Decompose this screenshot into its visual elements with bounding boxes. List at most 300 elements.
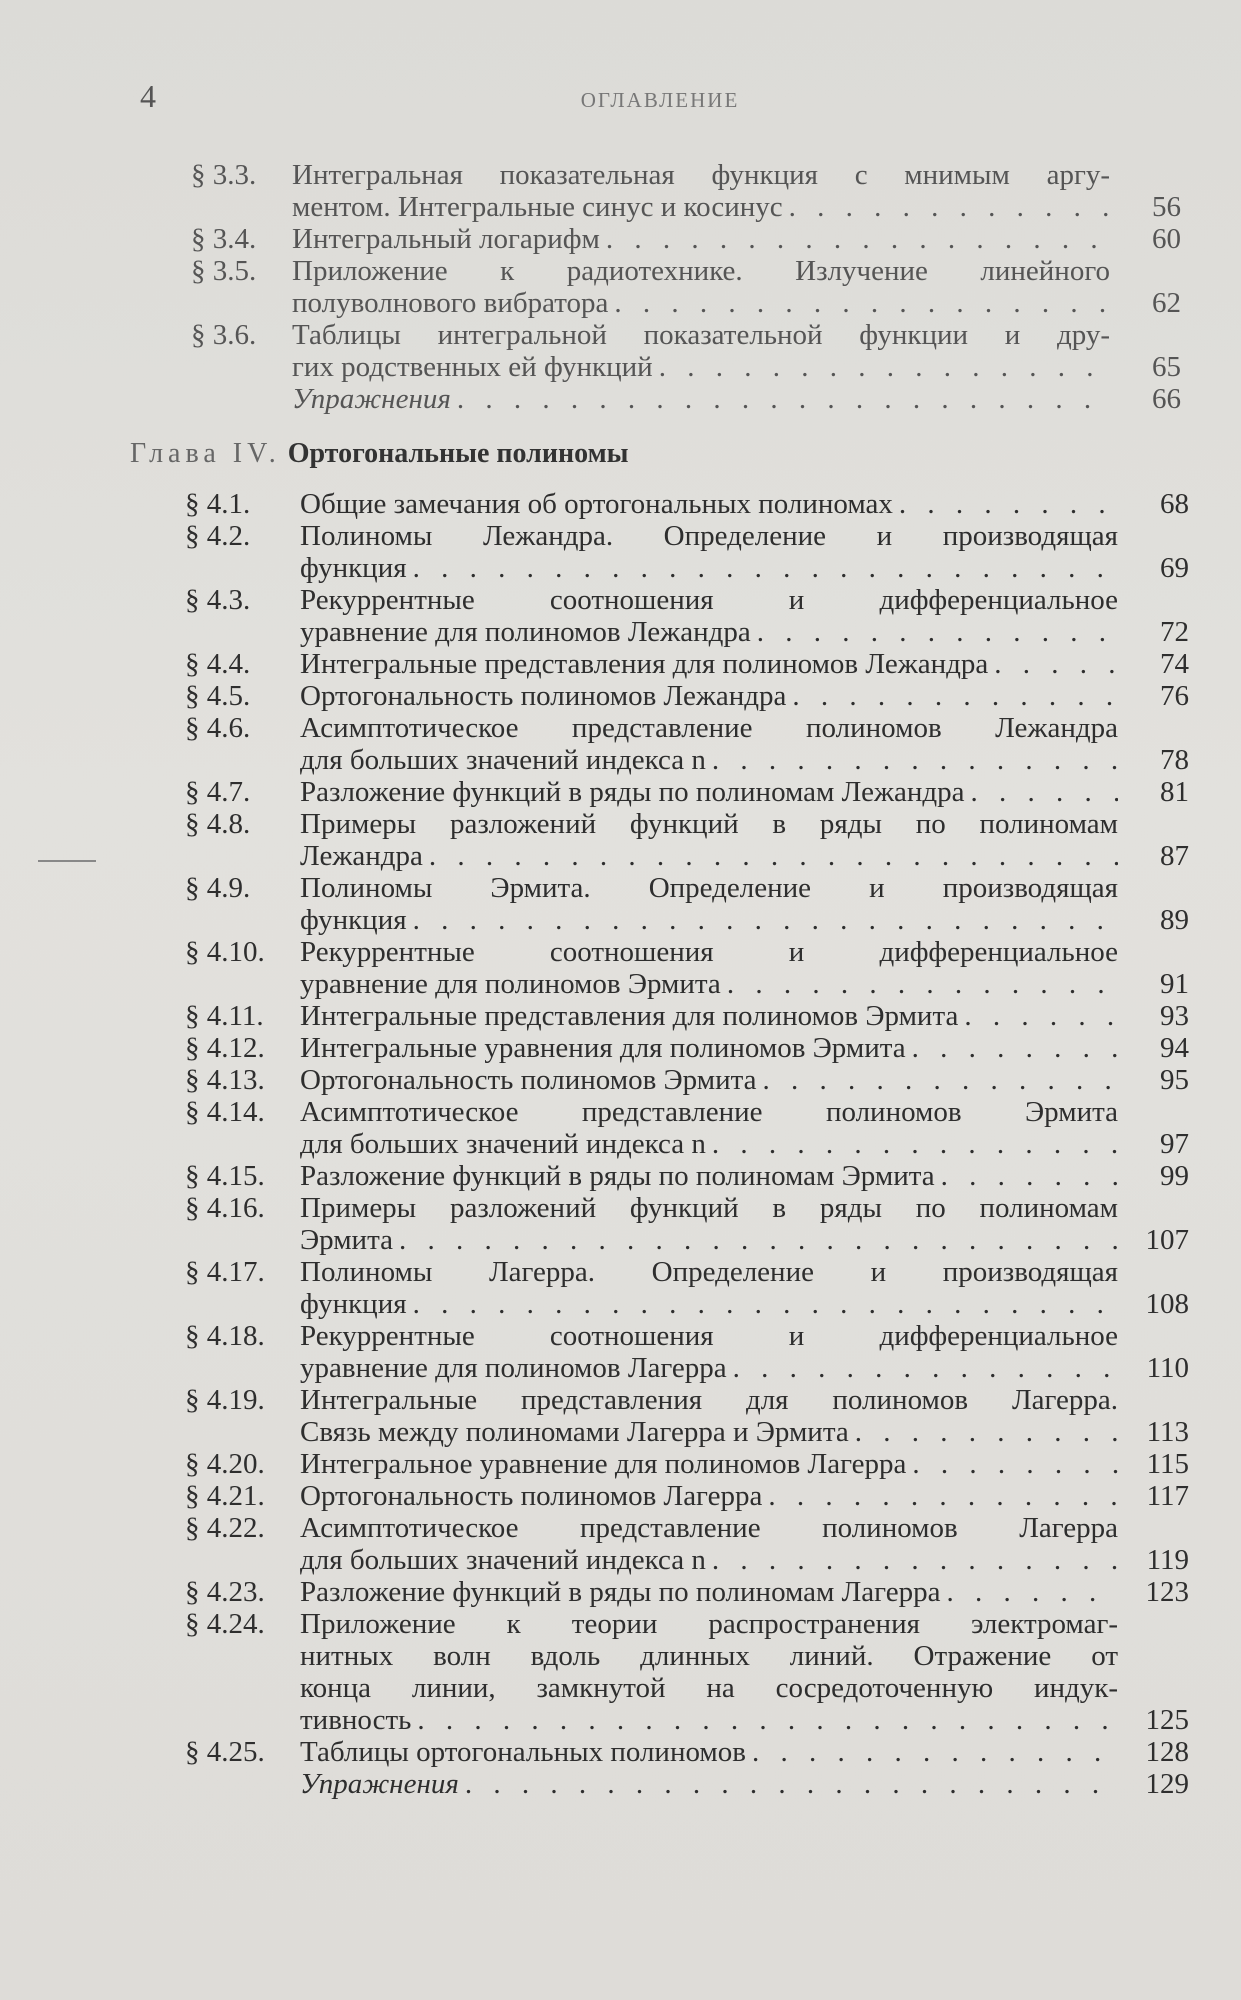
section-title-line bbox=[300, 1448, 1118, 1480]
section-number: § 4.10. bbox=[185, 936, 265, 968]
page-reference bbox=[1118, 872, 1189, 904]
section-title: Рекуррентные соотношения и дифференциальное bbox=[300, 936, 1118, 968]
toc-entry bbox=[0, 520, 1241, 584]
section-title-line bbox=[300, 1512, 1118, 1544]
section-number: § 4.9. bbox=[185, 872, 251, 904]
dot-leader bbox=[393, 1224, 1118, 1256]
section-number: § 4.13. bbox=[185, 1064, 265, 1096]
section-title-line bbox=[300, 904, 1118, 936]
dot-leader bbox=[783, 191, 1110, 223]
toc-entry bbox=[0, 1192, 1241, 1256]
toc-entry bbox=[0, 1032, 1241, 1064]
page-reference: 74 bbox=[1160, 648, 1189, 680]
section-number: § 4.15. bbox=[185, 1160, 265, 1192]
section-number bbox=[0, 383, 292, 415]
toc-entry bbox=[0, 1160, 1241, 1192]
section-number: § 4.23. bbox=[185, 1576, 265, 1608]
section-title-line bbox=[300, 744, 1118, 776]
dot-leader bbox=[451, 383, 1110, 415]
toc-line bbox=[0, 872, 1241, 904]
section-number: § 4.14. bbox=[185, 1096, 265, 1128]
section-title-line bbox=[300, 1384, 1118, 1416]
section-title: полуволнового вибратора bbox=[292, 287, 609, 319]
toc-line bbox=[0, 808, 1241, 840]
chapter-4-heading bbox=[130, 438, 629, 470]
toc-line bbox=[0, 1192, 1241, 1224]
section-title-line bbox=[300, 488, 1118, 520]
toc-entry bbox=[0, 1736, 1241, 1768]
toc-entry bbox=[0, 936, 1241, 1000]
section-number bbox=[0, 1768, 300, 1800]
section-title-line bbox=[300, 1160, 1118, 1192]
dot-leader bbox=[757, 1064, 1119, 1096]
section-title: функция bbox=[300, 552, 407, 584]
section-title: для больших значений индекса n bbox=[300, 1128, 706, 1160]
toc-line bbox=[0, 351, 1241, 383]
section-number bbox=[0, 552, 300, 584]
dot-leader bbox=[407, 552, 1118, 584]
toc-line bbox=[0, 1256, 1241, 1288]
section-title: конца линии, замкнутой на сосредоточенную индук- bbox=[300, 1672, 1118, 1704]
section-number: § 4.18. bbox=[185, 1320, 265, 1352]
section-title-line bbox=[300, 712, 1118, 744]
section-number bbox=[0, 1288, 300, 1320]
toc-line bbox=[0, 712, 1241, 744]
toc-line bbox=[0, 1544, 1241, 1576]
toc-entry bbox=[0, 1256, 1241, 1320]
section-title-line bbox=[292, 191, 1110, 223]
toc-entry bbox=[0, 1512, 1241, 1576]
toc-line bbox=[0, 1448, 1241, 1480]
section-title: Ортогональность полиномов Эрмита bbox=[300, 1064, 757, 1096]
dot-leader bbox=[706, 1128, 1118, 1160]
dot-leader bbox=[849, 1416, 1118, 1448]
toc-line bbox=[0, 1384, 1241, 1416]
exercises-label: Упражнения bbox=[300, 1768, 459, 1800]
page-reference: 110 bbox=[1146, 1352, 1189, 1384]
section-title-line bbox=[300, 1704, 1118, 1736]
page-reference: 69 bbox=[1160, 552, 1189, 584]
page-reference bbox=[1118, 1640, 1189, 1672]
section-number: § 4.2. bbox=[185, 520, 251, 552]
section-number bbox=[0, 191, 292, 223]
section-title: уравнение для полиномов Лагерра bbox=[300, 1352, 727, 1384]
dot-leader bbox=[653, 351, 1110, 383]
section-number bbox=[0, 1128, 300, 1160]
section-number bbox=[0, 351, 292, 383]
section-title: Примеры разложений функций в ряды по полиномам bbox=[300, 808, 1118, 840]
section-number: § 4.8. bbox=[185, 808, 251, 840]
section-title-line bbox=[292, 383, 1110, 415]
section-title: Интегральные представления для полиномов Лежандра bbox=[300, 648, 989, 680]
toc-entry bbox=[0, 223, 1241, 255]
section-title: Общие замечания об ортогональных полиномах bbox=[300, 488, 893, 520]
page-reference: 76 bbox=[1160, 680, 1189, 712]
page-reference: 81 bbox=[1160, 776, 1189, 808]
toc-line bbox=[0, 680, 1241, 712]
section-number bbox=[0, 287, 292, 319]
dot-leader bbox=[746, 1736, 1118, 1768]
section-title-line bbox=[300, 776, 1118, 808]
dot-leader bbox=[721, 968, 1118, 1000]
section-number: § 4.11. bbox=[185, 1000, 264, 1032]
section-title: Асимптотическое представление полиномов Эрмита bbox=[300, 1096, 1118, 1128]
section-number: § 4.21. bbox=[185, 1480, 265, 1512]
page-reference bbox=[1110, 159, 1181, 191]
section-title-line bbox=[300, 1064, 1118, 1096]
section-number: § 4.25. bbox=[185, 1736, 265, 1768]
section-title: гих родственных ей функций bbox=[292, 351, 653, 383]
toc-line bbox=[0, 1736, 1241, 1768]
toc-entry bbox=[0, 383, 1241, 415]
section-number bbox=[0, 1704, 300, 1736]
toc-line bbox=[0, 1224, 1241, 1256]
section-title: для больших значений индекса n bbox=[300, 744, 706, 776]
page-reference bbox=[1118, 1256, 1189, 1288]
toc-line bbox=[0, 287, 1241, 319]
dot-leader bbox=[407, 1288, 1118, 1320]
section-title: Разложение функций в ряды по полиномам Лежандра bbox=[300, 776, 965, 808]
toc-entry bbox=[0, 808, 1241, 872]
page-reference: 97 bbox=[1160, 1128, 1189, 1160]
page-reference bbox=[1118, 1512, 1189, 1544]
section-number: § 4.19. bbox=[185, 1384, 265, 1416]
section-title: для больших значений индекса n bbox=[300, 1544, 706, 1576]
section-title-line bbox=[300, 1000, 1118, 1032]
section-number: § 4.12. bbox=[185, 1032, 265, 1064]
section-title: Лежандра bbox=[300, 840, 423, 872]
section-title: Полиномы Лагерра. Определение и производящая bbox=[300, 1256, 1118, 1288]
section-title-line bbox=[300, 680, 1118, 712]
section-number: § 4.16. bbox=[185, 1192, 265, 1224]
section-number: § 4.4. bbox=[185, 648, 251, 680]
section-number bbox=[0, 1672, 300, 1704]
section-title: Асимптотическое представление полиномов Лежандра bbox=[300, 712, 1118, 744]
dot-leader bbox=[988, 648, 1118, 680]
section-title: Интегральная показательная функция с мнимым аргу- bbox=[292, 159, 1110, 191]
chapter-4-toc bbox=[0, 488, 1241, 1800]
section-title-line bbox=[300, 872, 1118, 904]
toc-line bbox=[0, 840, 1241, 872]
section-title-line bbox=[300, 1544, 1118, 1576]
dot-leader bbox=[893, 488, 1118, 520]
toc-line bbox=[0, 223, 1241, 255]
section-title-line bbox=[300, 1096, 1118, 1128]
toc-line bbox=[0, 1512, 1241, 1544]
section-title-line bbox=[300, 808, 1118, 840]
page-reference bbox=[1118, 584, 1189, 616]
section-title-line bbox=[300, 648, 1118, 680]
toc-entry bbox=[0, 1448, 1241, 1480]
toc-line bbox=[0, 1128, 1241, 1160]
toc-line bbox=[0, 1768, 1241, 1800]
toc-line bbox=[0, 1000, 1241, 1032]
section-title-line bbox=[300, 1736, 1118, 1768]
section-title: Связь между полиномами Лагерра и Эрмита bbox=[300, 1416, 849, 1448]
section-title: Асимптотическое представление полиномов Лагерра bbox=[300, 1512, 1118, 1544]
page-reference: 93 bbox=[1160, 1000, 1189, 1032]
section-title-line bbox=[300, 1320, 1118, 1352]
page-reference: 107 bbox=[1145, 1224, 1189, 1256]
toc-entry bbox=[0, 1064, 1241, 1096]
toc-entry bbox=[0, 1320, 1241, 1384]
section-title: Таблицы интегральной показательной функции и дру- bbox=[292, 319, 1110, 351]
section-title-line bbox=[292, 159, 1110, 191]
toc-entry bbox=[0, 1480, 1241, 1512]
section-title-line bbox=[300, 1128, 1118, 1160]
toc-entry bbox=[0, 1384, 1241, 1448]
running-title: ОГЛАВЛЕНИЕ bbox=[580, 88, 740, 112]
dot-leader bbox=[608, 287, 1110, 319]
section-title: Интегральное уравнение для полиномов Лагерра bbox=[300, 1448, 907, 1480]
toc-entry bbox=[0, 1608, 1241, 1736]
page-reference: 108 bbox=[1145, 1288, 1189, 1320]
toc-entry bbox=[0, 584, 1241, 648]
dot-leader bbox=[940, 1576, 1118, 1608]
section-title-line bbox=[300, 584, 1118, 616]
section-title: Таблицы ортогональных полиномов bbox=[300, 1736, 746, 1768]
toc-line bbox=[0, 648, 1241, 680]
section-title-line bbox=[300, 1608, 1118, 1640]
page-reference: 68 bbox=[1160, 488, 1189, 520]
toc-line bbox=[0, 1160, 1241, 1192]
toc-line bbox=[0, 968, 1241, 1000]
section-title-line bbox=[292, 319, 1110, 351]
toc-entry bbox=[0, 712, 1241, 776]
toc-entry bbox=[0, 776, 1241, 808]
section-title-line bbox=[300, 1672, 1118, 1704]
section-title: уравнение для полиномов Лежандра bbox=[300, 616, 751, 648]
toc-line bbox=[0, 616, 1241, 648]
page-reference bbox=[1118, 1320, 1189, 1352]
page-reference: 91 bbox=[1160, 968, 1189, 1000]
dot-leader bbox=[958, 1000, 1118, 1032]
toc-line bbox=[0, 159, 1241, 191]
section-title: Рекуррентные соотношения и дифференциальное bbox=[300, 1320, 1118, 1352]
toc-entry bbox=[0, 1000, 1241, 1032]
section-number bbox=[0, 1224, 300, 1256]
section-title: Интегральные уравнения для полиномов Эрмита bbox=[300, 1032, 906, 1064]
dot-leader bbox=[906, 1448, 1118, 1480]
page-reference: 62 bbox=[1152, 287, 1181, 319]
page-reference: 128 bbox=[1145, 1736, 1189, 1768]
dot-leader bbox=[906, 1032, 1118, 1064]
page-reference bbox=[1118, 1672, 1189, 1704]
page-reference bbox=[1118, 712, 1189, 744]
page-reference bbox=[1118, 1192, 1189, 1224]
toc-line bbox=[0, 1032, 1241, 1064]
section-title: Полиномы Лежандра. Определение и производящая bbox=[300, 520, 1118, 552]
section-number: § 4.24. bbox=[185, 1608, 265, 1640]
section-title-line bbox=[292, 223, 1110, 255]
section-title: Интегральный логарифм bbox=[292, 223, 600, 255]
page-reference bbox=[1118, 1384, 1189, 1416]
page-reference: 119 bbox=[1146, 1544, 1189, 1576]
section-title: Разложение функций в ряды по полиномам Лагерра bbox=[300, 1576, 941, 1608]
page-number: 4 bbox=[140, 78, 156, 114]
dot-leader bbox=[407, 904, 1118, 936]
page-reference: 94 bbox=[1160, 1032, 1189, 1064]
section-title-line bbox=[292, 255, 1110, 287]
chapter-title: Ортогональные полиномы bbox=[287, 438, 629, 469]
section-title-line bbox=[300, 840, 1118, 872]
page-reference: 129 bbox=[1145, 1768, 1189, 1800]
toc-line bbox=[0, 1320, 1241, 1352]
section-title-line bbox=[300, 616, 1118, 648]
dot-leader bbox=[423, 840, 1118, 872]
section-title: Эрмита bbox=[300, 1224, 393, 1256]
section-title-line bbox=[300, 1576, 1118, 1608]
section-title: функция bbox=[300, 904, 407, 936]
section-number: § 4.6. bbox=[185, 712, 251, 744]
page-reference: 113 bbox=[1146, 1416, 1189, 1448]
section-number: § 4.5. bbox=[185, 680, 251, 712]
section-title-line bbox=[300, 552, 1118, 584]
section-title: Полиномы Эрмита. Определение и производящая bbox=[300, 872, 1118, 904]
section-title-line bbox=[292, 351, 1110, 383]
section-number bbox=[0, 1352, 300, 1384]
toc-entry bbox=[0, 680, 1241, 712]
section-number: § 4.17. bbox=[185, 1256, 265, 1288]
toc-line bbox=[0, 1064, 1241, 1096]
section-number: § 4.7. bbox=[185, 776, 251, 808]
section-title: уравнение для полиномов Эрмита bbox=[300, 968, 721, 1000]
toc-line bbox=[0, 1704, 1241, 1736]
dot-leader bbox=[751, 616, 1118, 648]
section-title-line bbox=[300, 1352, 1118, 1384]
section-title: Примеры разложений функций в ряды по полиномам bbox=[300, 1192, 1118, 1224]
section-title: Ортогональность полиномов Лежандра bbox=[300, 680, 787, 712]
toc-entry bbox=[0, 488, 1241, 520]
page-reference bbox=[1118, 936, 1189, 968]
section-number bbox=[0, 968, 300, 1000]
exercises-label: Упражнения bbox=[292, 383, 451, 415]
dot-leader bbox=[935, 1160, 1118, 1192]
dot-leader bbox=[786, 680, 1118, 712]
toc-line bbox=[0, 383, 1241, 415]
toc-line bbox=[0, 584, 1241, 616]
section-number: § 3.3. bbox=[191, 159, 257, 191]
section-title-line bbox=[300, 1768, 1118, 1800]
page-reference: 115 bbox=[1146, 1448, 1189, 1480]
section-number: § 3.4. bbox=[191, 223, 257, 255]
dot-leader bbox=[706, 744, 1118, 776]
section-title-line bbox=[300, 936, 1118, 968]
section-title: Ортогональность полиномов Лагерра bbox=[300, 1480, 763, 1512]
toc-entry bbox=[0, 648, 1241, 680]
toc-line bbox=[0, 936, 1241, 968]
page-reference: 87 bbox=[1160, 840, 1189, 872]
chapter-3-toc bbox=[0, 159, 1241, 415]
dot-leader bbox=[965, 776, 1118, 808]
page-reference: 72 bbox=[1160, 616, 1189, 648]
toc-line bbox=[0, 1608, 1241, 1640]
page-reference: 95 bbox=[1160, 1064, 1189, 1096]
section-title-line bbox=[300, 1480, 1118, 1512]
toc-entry bbox=[0, 1576, 1241, 1608]
section-title-line bbox=[300, 1288, 1118, 1320]
page-reference bbox=[1118, 1608, 1189, 1640]
page-reference: 66 bbox=[1152, 383, 1181, 415]
section-title-line bbox=[292, 287, 1110, 319]
page-reference: 117 bbox=[1146, 1480, 1189, 1512]
section-number bbox=[0, 904, 300, 936]
toc-line bbox=[0, 744, 1241, 776]
section-title: Интегральные представления для полиномов Эрмита bbox=[300, 1000, 959, 1032]
toc-line bbox=[0, 255, 1241, 287]
section-title: Рекуррентные соотношения и дифференциальное bbox=[300, 584, 1118, 616]
section-title: нитных волн вдоль длинных линий. Отражение от bbox=[300, 1640, 1118, 1672]
toc-line bbox=[0, 191, 1241, 223]
section-number: § 4.22. bbox=[185, 1512, 265, 1544]
section-number bbox=[0, 744, 300, 776]
page-reference bbox=[1118, 520, 1189, 552]
section-title-line bbox=[300, 1224, 1118, 1256]
dot-leader bbox=[600, 223, 1110, 255]
section-title: тивность bbox=[300, 1704, 412, 1736]
section-number bbox=[0, 840, 300, 872]
page-reference bbox=[1110, 255, 1181, 287]
page-reference: 60 bbox=[1152, 223, 1181, 255]
section-title: Приложение к радиотехнике. Излучение линейного bbox=[292, 255, 1110, 287]
section-number bbox=[0, 1544, 300, 1576]
section-number: § 3.5. bbox=[191, 255, 257, 287]
toc-line bbox=[0, 1416, 1241, 1448]
page-reference bbox=[1110, 319, 1181, 351]
section-number: § 4.1. bbox=[185, 488, 251, 520]
toc-line bbox=[0, 1096, 1241, 1128]
toc-line bbox=[0, 1480, 1241, 1512]
section-title: Приложение к теории распространения электромаг- bbox=[300, 1608, 1118, 1640]
toc-line bbox=[0, 1288, 1241, 1320]
section-title-line bbox=[300, 1192, 1118, 1224]
chapter-label: Глава IV. bbox=[130, 438, 281, 469]
section-title-line bbox=[300, 1032, 1118, 1064]
page-reference: 123 bbox=[1145, 1576, 1189, 1608]
toc-line bbox=[0, 1640, 1241, 1672]
section-title: функция bbox=[300, 1288, 407, 1320]
toc-line bbox=[0, 1352, 1241, 1384]
toc-line bbox=[0, 776, 1241, 808]
section-title: Интегральные представления для полиномов Лагерра. bbox=[300, 1384, 1118, 1416]
section-title-line bbox=[300, 968, 1118, 1000]
page-reference: 89 bbox=[1160, 904, 1189, 936]
toc-entry bbox=[0, 1096, 1241, 1160]
section-number: § 4.3. bbox=[185, 584, 251, 616]
section-title-line bbox=[300, 1640, 1118, 1672]
page-reference: 65 bbox=[1152, 351, 1181, 383]
toc-line bbox=[0, 1672, 1241, 1704]
section-title-line bbox=[300, 520, 1118, 552]
toc-entry bbox=[0, 872, 1241, 936]
toc-line bbox=[0, 488, 1241, 520]
section-number: § 3.6. bbox=[191, 319, 257, 351]
section-number bbox=[0, 1640, 300, 1672]
page-reference: 99 bbox=[1160, 1160, 1189, 1192]
toc-entry bbox=[0, 319, 1241, 383]
toc-entry bbox=[0, 1768, 1241, 1800]
dot-leader bbox=[411, 1704, 1118, 1736]
section-title: Разложение функций в ряды по полиномам Эрмита bbox=[300, 1160, 935, 1192]
section-number: § 4.20. bbox=[185, 1448, 265, 1480]
section-title-line bbox=[300, 1256, 1118, 1288]
toc-entry bbox=[0, 255, 1241, 319]
toc-line bbox=[0, 319, 1241, 351]
section-title-line bbox=[300, 1416, 1118, 1448]
page-reference bbox=[1118, 808, 1189, 840]
dot-leader bbox=[459, 1768, 1118, 1800]
toc-entry bbox=[0, 159, 1241, 223]
